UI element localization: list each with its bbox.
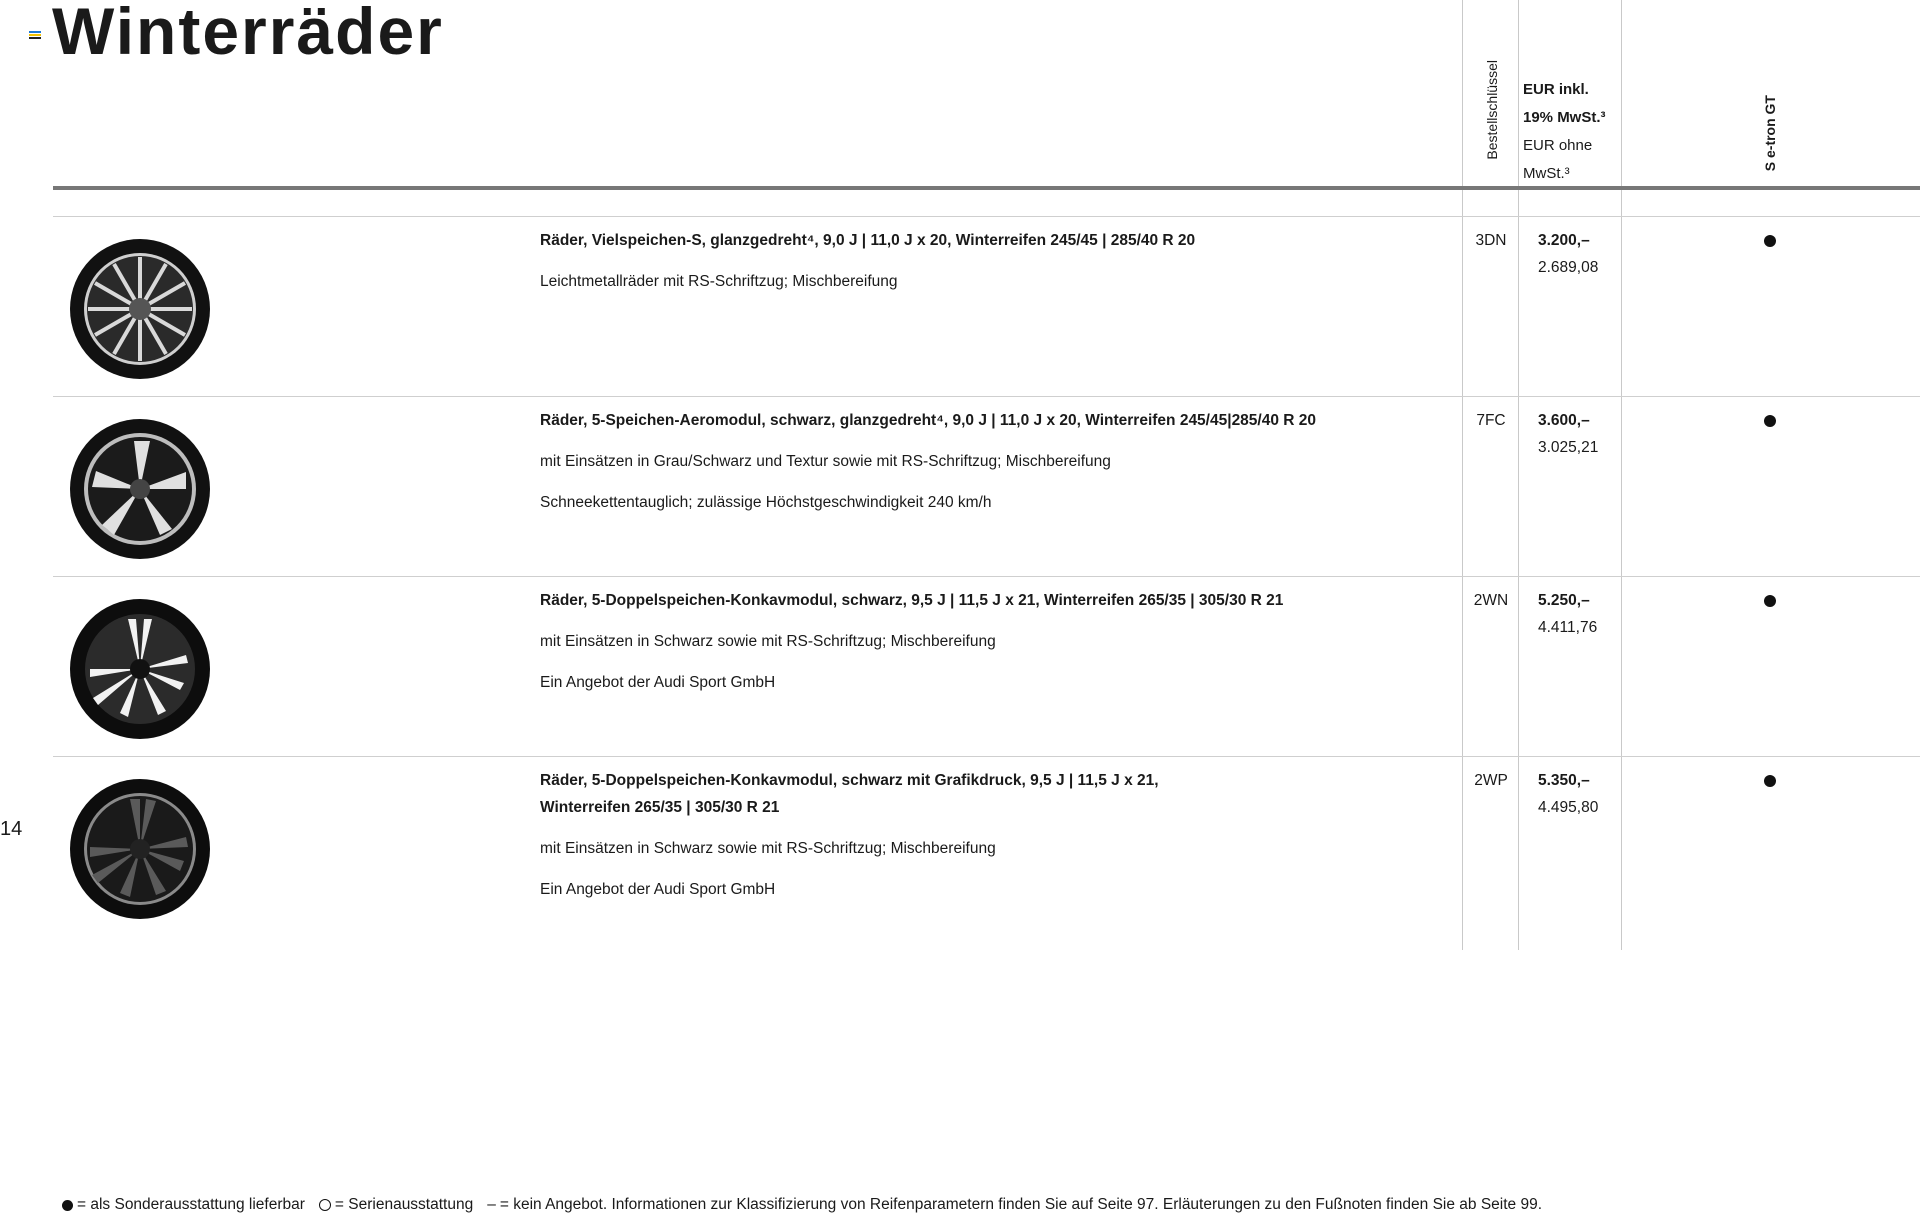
double-spoke-wheel-icon xyxy=(68,597,212,741)
row-detail: mit Einsätzen in Grau/Schwarz und Textur sowie mit RS-Schriftzug; Mischbereifung xyxy=(540,453,1111,470)
price-cell xyxy=(1538,227,1598,281)
legend-none: = kein Angebot. Informationen zur Klassifizierung von Reifenparametern finden Sie auf Seite 97. Erläuterungen zu den Fußnoten finden Sie ab Seite 99. xyxy=(499,1196,1543,1213)
price-gross: 5.250,– xyxy=(1538,592,1590,609)
row-detail: mit Einsätzen in Schwarz sowie mit RS-Schriftzug; Mischbereifung xyxy=(540,840,996,857)
row-detail: Schneekettentauglich; zulässige Höchstgeschwindigkeit 240 km/h xyxy=(540,494,992,511)
row-detail: Ein Angebot der Audi Sport GmbH xyxy=(540,881,776,898)
price-net: 3.025,21 xyxy=(1538,439,1599,456)
price-header-net-tax: MwSt.³ xyxy=(1523,165,1570,182)
price-gross: 3.200,– xyxy=(1538,232,1590,249)
table-row xyxy=(0,759,1920,939)
optional-equipment-dot xyxy=(1764,775,1776,787)
row-description xyxy=(540,587,1440,710)
legend-optional: = als Sonderausstattung lieferbar xyxy=(77,1196,305,1213)
row-title: Räder, 5-Doppelspeichen-Konkavmodul, schwarz mit Grafikdruck, 9,5 J | 11,5 J x 21, xyxy=(540,772,1159,789)
row-divider xyxy=(53,216,1920,217)
price-header-net: EUR ohne xyxy=(1523,137,1593,154)
page-title: Winterräder xyxy=(52,0,444,68)
brand-flag-icon xyxy=(29,31,41,41)
table-row xyxy=(0,219,1920,399)
price-net: 4.411,76 xyxy=(1538,619,1598,636)
order-code: 7FC xyxy=(1476,412,1506,429)
row-detail: Ein Angebot der Audi Sport GmbH xyxy=(540,674,776,691)
optional-equipment-dot xyxy=(1764,415,1776,427)
filled-dot-icon xyxy=(62,1200,73,1211)
table-row xyxy=(0,579,1920,759)
optional-equipment-dot xyxy=(1764,595,1776,607)
row-title: Räder, 5-Doppelspeichen-Konkavmodul, schwarz, 9,5 J | 11,5 J x 21, Winterreifen 265/35 | 305/30 R 21 xyxy=(540,592,1284,609)
price-cell xyxy=(1538,767,1598,821)
row-detail: Leichtmetallräder mit RS-Schriftzug; Mischbereifung xyxy=(540,273,898,290)
order-code: 2WN xyxy=(1473,592,1509,609)
row-detail: mit Einsätzen in Schwarz sowie mit RS-Schriftzug; Mischbereifung xyxy=(540,633,996,650)
price-cell xyxy=(1538,407,1598,461)
price-cell xyxy=(1538,587,1597,641)
price-net: 2.689,08 xyxy=(1538,259,1599,276)
row-title-continued: Winterreifen 265/35 | 305/30 R 21 xyxy=(540,799,780,816)
code-column-header: Bestellschlüssel xyxy=(1484,60,1500,160)
page-number: 14 xyxy=(0,818,23,840)
aero-spoke-wheel-icon xyxy=(68,417,212,561)
price-net: 4.495,80 xyxy=(1538,799,1599,816)
row-description xyxy=(540,227,1440,309)
graphic-spoke-wheel-icon xyxy=(68,777,212,921)
price-gross: 3.600,– xyxy=(1538,412,1590,429)
legend-standard: = Serienausstattung xyxy=(334,1196,474,1213)
row-title: Räder, 5-Speichen-Aeromodul, schwarz, glanzgedreht⁴, 9,0 J | 11,0 J x 20, Winterreifen 245/45|285/40 R 20 xyxy=(540,412,1317,429)
model-column-header: S e-tron GT xyxy=(1762,95,1778,172)
price-column-header xyxy=(1523,76,1606,188)
order-code: 3DN xyxy=(1475,232,1507,249)
price-header-gross-tax: 19% MwSt.³ xyxy=(1523,109,1606,126)
optional-equipment-dot xyxy=(1764,235,1776,247)
row-title: Räder, Vielspeichen-S, glanzgedreht⁴, 9,0 J | 11,0 J x 20, Winterreifen 245/45 | 285/40 R 20 xyxy=(540,232,1196,249)
multi-spoke-wheel-icon xyxy=(68,237,212,381)
footer-legend xyxy=(62,1194,1542,1216)
table-row xyxy=(0,399,1920,579)
order-code: 2WP xyxy=(1474,772,1508,789)
row-description xyxy=(540,407,1440,530)
price-gross: 5.350,– xyxy=(1538,772,1590,789)
row-description xyxy=(540,767,1440,917)
header-divider xyxy=(53,186,1920,190)
empty-circle-icon xyxy=(319,1199,331,1211)
price-header-gross: EUR inkl. xyxy=(1523,81,1589,98)
dash-icon: – xyxy=(487,1196,496,1213)
